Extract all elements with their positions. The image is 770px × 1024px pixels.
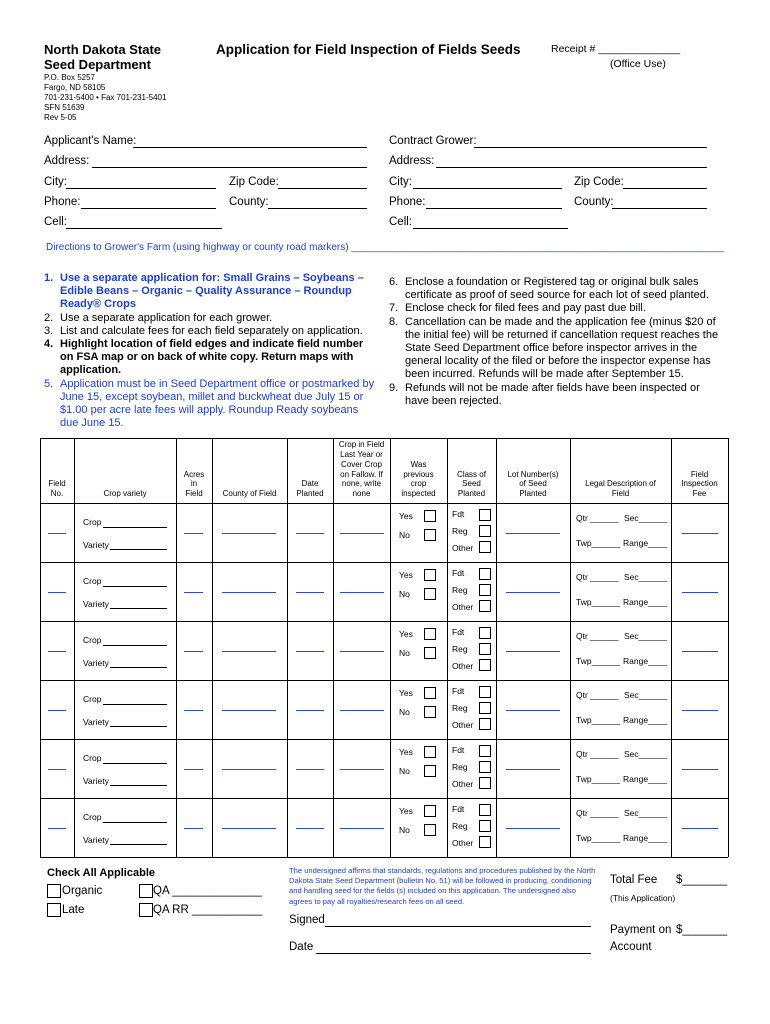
affirmation-text: The undersigned affirms that standards, regulations and procedures published by the North Dakota State Seed Department (bulletin No. 51) will be followed in producing, conditioning and handling seed for the fields (s) included on this application. The undersigned also agrees to pay all royalties/research fees on all seed. [289, 866, 596, 906]
applicant-cell-field[interactable] [66, 228, 222, 229]
column-header-class-of-seed: Planted [457, 489, 486, 499]
org-address2: Fargo, ND 58105 [44, 83, 106, 92]
fdt-label: Fdt [452, 804, 465, 814]
instruction-item [44, 325, 378, 338]
applicant-name-label: Applicant's Name: [44, 135, 137, 147]
field-no-input[interactable] [48, 651, 66, 652]
applicant-name-field[interactable] [133, 147, 367, 148]
crop-label: Crop [83, 576, 102, 586]
column-divider [671, 438, 672, 857]
no-checkbox[interactable] [424, 706, 436, 718]
fdt-label: Fdt [452, 745, 465, 755]
no-checkbox[interactable] [424, 588, 436, 600]
fee-input[interactable] [682, 651, 718, 652]
qa-rr-checkbox[interactable] [139, 903, 153, 917]
acres-input[interactable] [184, 533, 203, 534]
date-planted-input[interactable] [296, 592, 324, 593]
yes-checkbox[interactable] [424, 569, 436, 581]
grower-zip-label: Zip Code: [574, 176, 624, 188]
crop-input[interactable] [103, 586, 167, 587]
crop-input[interactable] [103, 645, 167, 646]
instruction-item [44, 272, 378, 312]
fee-input[interactable] [682, 533, 718, 534]
no-label: No [399, 766, 410, 776]
no-label: No [399, 707, 410, 717]
field-no-input[interactable] [48, 769, 66, 770]
qtr-field[interactable]: Qtr ______ [576, 572, 619, 582]
variety-input[interactable] [110, 608, 167, 609]
instructions-right [389, 276, 725, 408]
range-field[interactable]: Range____ [623, 597, 667, 607]
fdt-checkbox[interactable] [479, 804, 491, 816]
row-divider [40, 739, 728, 740]
no-checkbox[interactable] [424, 647, 436, 659]
this-application-note: (This Application) [610, 893, 676, 903]
reg-checkbox[interactable] [479, 761, 491, 773]
fdt-label: Fdt [452, 509, 465, 519]
applicant-county-label: County: [229, 196, 269, 208]
yes-checkbox[interactable] [424, 687, 436, 699]
grower-city-label: City: [389, 176, 412, 188]
crop-label: Crop [83, 812, 102, 822]
variety-input[interactable] [110, 549, 167, 550]
signature-field[interactable] [325, 926, 591, 927]
reg-label: Reg [452, 821, 468, 831]
qtr-field[interactable]: Qtr ______ [576, 808, 619, 818]
qa-checkbox[interactable] [139, 884, 153, 898]
range-field[interactable]: Range____ [623, 715, 667, 725]
applicant-phone-label: Phone: [44, 196, 81, 208]
reg-checkbox[interactable] [479, 820, 491, 832]
county-input[interactable] [222, 710, 276, 711]
no-label: No [399, 530, 410, 540]
receipt-number[interactable]: Receipt # ______________ [551, 43, 681, 55]
reg-checkbox[interactable] [479, 584, 491, 596]
table-border-top [40, 438, 728, 439]
date-field[interactable] [316, 953, 591, 954]
column-divider [176, 438, 177, 857]
org-name-line2: Seed Department [44, 57, 151, 72]
grower-phone-label: Phone: [389, 196, 426, 208]
yes-label: Yes [399, 629, 413, 639]
instruction-text: Cancellation can be made and the application fee (minus $20 of the initial fee) will be returned if cancellation request reaches the State Seed Department office before inspector arrives in the general locality of the filed or before the inspector expense has been incurred. Refunds will be made after September 15. [405, 315, 719, 381]
instruction-number: 3. [44, 324, 54, 337]
table-header-divider [40, 503, 728, 504]
qtr-field[interactable]: Qtr ______ [576, 631, 619, 641]
crop-input[interactable] [103, 822, 167, 823]
column-header-crop-last-year: Last Year or [340, 450, 383, 459]
twp-field[interactable]: Twp______ [576, 833, 620, 843]
org-name-line1: North Dakota State [44, 42, 162, 57]
instruction-number: 6. [389, 276, 399, 288]
instruction-item [44, 312, 378, 325]
column-header-crop-last-year: Crop in Field [338, 440, 385, 450]
applicant-address-label: Address: [44, 155, 90, 167]
instructions-left [44, 272, 378, 430]
account-label: Account [610, 941, 652, 953]
form-number: SFN 51639 [44, 103, 85, 112]
last-year-crop-input[interactable] [340, 651, 384, 652]
qtr-field[interactable]: Qtr ______ [576, 749, 619, 759]
variety-label: Variety [83, 717, 109, 727]
county-input[interactable] [222, 828, 276, 829]
yes-label: Yes [399, 688, 413, 698]
range-field[interactable]: Range____ [623, 774, 667, 784]
applicant-city-field[interactable] [66, 188, 216, 189]
instruction-number: 9. [389, 381, 399, 394]
crop-label: Crop [83, 635, 102, 645]
other-label: Other [452, 602, 474, 612]
qtr-field[interactable]: Qtr ______ [576, 513, 619, 523]
range-field[interactable]: Range____ [623, 833, 667, 843]
date-planted-input[interactable] [296, 769, 324, 770]
grower-name-field[interactable] [474, 147, 707, 148]
instruction-number: 2. [44, 311, 54, 324]
qa-rr-label: QA RR ___________ [153, 904, 263, 916]
instruction-number: 1. [44, 272, 54, 284]
last-year-crop-input[interactable] [340, 828, 384, 829]
form-revision: Rev 5-05 [44, 113, 77, 122]
yes-checkbox[interactable] [424, 805, 436, 817]
sec-field[interactable]: Sec______ [624, 808, 668, 818]
column-header-was-inspected: inspected [401, 489, 436, 499]
column-header-fee: Inspection [681, 479, 718, 489]
last-year-crop-input[interactable] [340, 769, 384, 770]
other-label: Other [452, 779, 474, 789]
yes-label: Yes [399, 570, 413, 580]
column-header-date-planted: Date [301, 479, 319, 489]
total-fee-field[interactable]: $_______ [676, 874, 728, 886]
crop-label: Crop [83, 694, 102, 704]
other-label: Other [452, 838, 474, 848]
other-label: Other [452, 543, 474, 553]
column-divider [74, 438, 75, 857]
field-no-input[interactable] [48, 592, 66, 593]
date-planted-input[interactable] [296, 828, 324, 829]
column-header-field-no: No. [50, 489, 64, 499]
other-checkbox[interactable] [479, 777, 491, 789]
no-checkbox[interactable] [424, 529, 436, 541]
check-all-title: Check All Applicable [47, 867, 155, 879]
row-divider [40, 857, 728, 858]
variety-input[interactable] [110, 785, 167, 786]
column-header-field-no: Field [48, 479, 66, 489]
acres-input[interactable] [184, 828, 203, 829]
instruction-item [389, 276, 725, 302]
applicant-zip-label: Zip Code: [229, 176, 279, 188]
lot-number-input[interactable] [506, 651, 560, 652]
fee-input[interactable] [682, 769, 718, 770]
column-header-legal-desc: Field [611, 489, 630, 499]
date-planted-input[interactable] [296, 651, 324, 652]
county-input[interactable] [222, 592, 276, 593]
applicant-zip-field[interactable] [278, 188, 367, 189]
instruction-item [389, 316, 725, 382]
other-checkbox[interactable] [479, 541, 491, 553]
instruction-number: 5. [44, 377, 54, 390]
grower-name-label: Contract Grower: [389, 135, 477, 147]
other-checkbox[interactable] [479, 836, 491, 848]
column-header-date-planted: Planted [296, 489, 324, 499]
applicant-city-label: City: [44, 176, 67, 188]
twp-field[interactable]: Twp______ [576, 715, 620, 725]
county-input[interactable] [222, 769, 276, 770]
fdt-checkbox[interactable] [479, 568, 491, 580]
column-header-was-inspected: previous [403, 469, 434, 479]
fdt-checkbox[interactable] [479, 509, 491, 521]
yes-label: Yes [399, 806, 413, 816]
instruction-number: 8. [389, 315, 399, 328]
other-label: Other [452, 720, 474, 730]
column-header-was-inspected: Was [410, 459, 427, 469]
column-divider [447, 438, 448, 857]
instruction-number: 4. [44, 338, 54, 351]
yes-label: Yes [399, 511, 413, 521]
range-field[interactable]: Range____ [623, 656, 667, 666]
variety-input[interactable] [110, 667, 167, 668]
total-fee-label: Total Fee [610, 874, 658, 886]
date-label: Date [289, 941, 314, 953]
reg-label: Reg [452, 762, 468, 772]
county-input[interactable] [222, 533, 276, 534]
late-label: Late [62, 904, 85, 916]
org-phone: 701-231-5400 • Fax 701-231-5401 [44, 93, 167, 102]
last-year-crop-input[interactable] [340, 592, 384, 593]
other-label: Other [452, 661, 474, 671]
grower-cell-field[interactable] [413, 228, 568, 229]
last-year-crop-input[interactable] [340, 533, 384, 534]
grower-county-label: County: [574, 196, 614, 208]
column-header-lot-numbers: of Seed [519, 479, 547, 489]
twp-field[interactable]: Twp______ [576, 774, 620, 784]
column-header-lot-numbers: Planted [519, 489, 547, 499]
lot-number-input[interactable] [506, 533, 560, 534]
signed-label: Signed [289, 914, 325, 926]
crop-label: Crop [83, 753, 102, 763]
column-header-acres: Field [185, 489, 203, 499]
table-border-right [728, 438, 729, 857]
row-divider [40, 798, 728, 799]
crop-input[interactable] [103, 763, 167, 764]
reg-checkbox[interactable] [479, 643, 491, 655]
variety-label: Variety [83, 658, 109, 668]
reg-label: Reg [452, 526, 468, 536]
fee-input[interactable] [682, 710, 718, 711]
crop-input[interactable] [103, 704, 167, 705]
column-divider [333, 438, 334, 857]
lot-number-input[interactable] [506, 769, 560, 770]
sec-field[interactable]: Sec______ [624, 690, 668, 700]
column-header-acres: in [190, 479, 198, 489]
acres-input[interactable] [184, 592, 203, 593]
yes-label: Yes [399, 747, 413, 757]
field-no-input[interactable] [48, 533, 66, 534]
grower-address-field[interactable] [436, 167, 707, 168]
column-header-crop-last-year: none, write [341, 479, 382, 489]
column-header-lot-numbers: Lot Number(s) [507, 469, 559, 479]
variety-input[interactable] [110, 726, 167, 727]
no-checkbox[interactable] [424, 765, 436, 777]
late-checkbox[interactable] [47, 903, 61, 917]
applicant-county-field[interactable] [268, 208, 367, 209]
county-input[interactable] [222, 651, 276, 652]
lot-number-input[interactable] [506, 828, 560, 829]
sec-field[interactable]: Sec______ [624, 631, 668, 641]
column-header-was-inspected: crop [410, 479, 427, 489]
instruction-text: Highlight location of field edges and indicate field number on FSA map or on back of white copy. Return maps with application. [60, 338, 364, 377]
fdt-checkbox[interactable] [479, 627, 491, 639]
date-planted-input[interactable] [296, 710, 324, 711]
column-divider [390, 438, 391, 857]
acres-input[interactable] [184, 710, 203, 711]
column-header-crop-last-year: on Fallow. If [340, 469, 383, 479]
reg-label: Reg [452, 585, 468, 595]
applicant-phone-field[interactable] [81, 208, 216, 209]
sec-field[interactable]: Sec______ [624, 749, 668, 759]
instruction-item [389, 302, 725, 315]
organic-label: Organic [62, 885, 103, 897]
column-divider [496, 438, 497, 857]
instruction-item [389, 382, 725, 408]
column-header-crop-last-year: none [352, 489, 371, 499]
column-header-class-of-seed: Seed [462, 479, 481, 489]
variety-input[interactable] [110, 844, 167, 845]
field-no-input[interactable] [48, 828, 66, 829]
last-year-crop-input[interactable] [340, 710, 384, 711]
grower-phone-field[interactable] [426, 208, 562, 209]
column-divider [570, 438, 571, 857]
variety-label: Variety [83, 599, 109, 609]
date-planted-input[interactable] [296, 533, 324, 534]
instruction-text: Enclose check for filed fees and pay past due bill. [405, 302, 646, 315]
no-label: No [399, 648, 410, 658]
grower-zip-field[interactable] [623, 188, 707, 189]
instruction-text: Use a separate application for each grower. [60, 311, 273, 324]
instruction-text: Refunds will not be made after fields have been inspected or have been rejected. [405, 381, 700, 407]
org-address1: P.O. Box 5257 [44, 73, 95, 82]
reg-checkbox[interactable] [479, 525, 491, 537]
grower-city-field[interactable] [413, 188, 562, 189]
instruction-text: List and calculate fees for each field separately on application. [60, 324, 363, 337]
sec-field[interactable]: Sec______ [624, 572, 668, 582]
variety-label: Variety [83, 776, 109, 786]
qa-label: QA ______________ [153, 885, 262, 897]
payment-field[interactable]: $_______ [676, 924, 728, 936]
instruction-text: Application must be in Seed Department office or postmarked by June 15, except soybean, millet and buckwheat due July 15 or $1.00 per acre late fees will apply. Roundup Ready soybeans due June 15. [60, 377, 375, 430]
variety-label: Variety [83, 540, 109, 550]
column-header-class-of-seed: Class of [457, 469, 486, 479]
reg-label: Reg [452, 644, 468, 654]
row-divider [40, 621, 728, 622]
organic-checkbox[interactable] [47, 884, 61, 898]
column-header-acres: Acres [183, 469, 205, 479]
variety-label: Variety [83, 835, 109, 845]
field-no-input[interactable] [48, 710, 66, 711]
other-checkbox[interactable] [479, 600, 491, 612]
acres-input[interactable] [184, 651, 203, 652]
instruction-item [44, 338, 378, 378]
applicant-cell-label: Cell: [44, 216, 68, 228]
qtr-field[interactable]: Qtr ______ [576, 690, 619, 700]
row-divider [40, 562, 728, 563]
fdt-label: Fdt [452, 627, 465, 637]
applicant-address-field[interactable] [92, 167, 367, 168]
column-header-crop-variety: Crop variety [103, 489, 147, 499]
twp-field[interactable]: Twp______ [576, 597, 620, 607]
fdt-label: Fdt [452, 686, 465, 696]
other-checkbox[interactable] [479, 659, 491, 671]
no-label: No [399, 825, 410, 835]
instruction-item [44, 378, 378, 431]
reg-label: Reg [452, 703, 468, 713]
fee-input[interactable] [682, 828, 718, 829]
row-divider [40, 680, 728, 681]
grower-cell-label: Cell: [389, 216, 413, 228]
lot-number-input[interactable] [506, 592, 560, 593]
instruction-text: Enclose a foundation or Registered tag or original bulk sales certificate as proof of seed source for each lot of seed planted. [405, 276, 709, 302]
yes-checkbox[interactable] [424, 746, 436, 758]
fdt-label: Fdt [452, 568, 465, 578]
column-divider [212, 438, 213, 857]
payment-label: Payment on [610, 924, 672, 936]
office-use-note: (Office Use) [610, 58, 666, 70]
column-header-crop-last-year: Cover Crop [341, 459, 382, 469]
instruction-number: 7. [389, 302, 399, 315]
reg-checkbox[interactable] [479, 702, 491, 714]
grower-address-label: Address: [389, 155, 435, 167]
column-header-county: County of Field [222, 489, 277, 499]
page-title: Application for Field Inspection of Fields Seeds [216, 42, 521, 57]
fee-input[interactable] [682, 592, 718, 593]
fdt-checkbox[interactable] [479, 745, 491, 757]
instruction-text: Use a separate application for: Small Grains – Soybeans – Edible Beans – Organic – Quality Assurance – Roundup Ready® Crops [60, 272, 364, 311]
twp-field[interactable]: Twp______ [576, 538, 620, 548]
column-divider [287, 438, 288, 857]
sec-field[interactable]: Sec______ [624, 513, 668, 523]
acres-input[interactable] [184, 769, 203, 770]
directions-field[interactable]: Directions to Grower's Farm (using highway or county road markers) ___________________________________________________________________ [46, 242, 724, 253]
column-header-legal-desc: Legal Description of [585, 479, 656, 489]
other-checkbox[interactable] [479, 718, 491, 730]
lot-number-input[interactable] [506, 710, 560, 711]
table-border-left [40, 438, 41, 857]
crop-label: Crop [83, 517, 102, 527]
yes-checkbox[interactable] [424, 628, 436, 640]
crop-input[interactable] [103, 527, 167, 528]
yes-checkbox[interactable] [424, 510, 436, 522]
column-header-fee: Field [690, 469, 709, 479]
no-checkbox[interactable] [424, 824, 436, 836]
fdt-checkbox[interactable] [479, 686, 491, 698]
grower-county-field[interactable] [612, 208, 707, 209]
no-label: No [399, 589, 410, 599]
column-header-fee: Fee [692, 489, 707, 499]
twp-field[interactable]: Twp______ [576, 656, 620, 666]
range-field[interactable]: Range____ [623, 538, 667, 548]
